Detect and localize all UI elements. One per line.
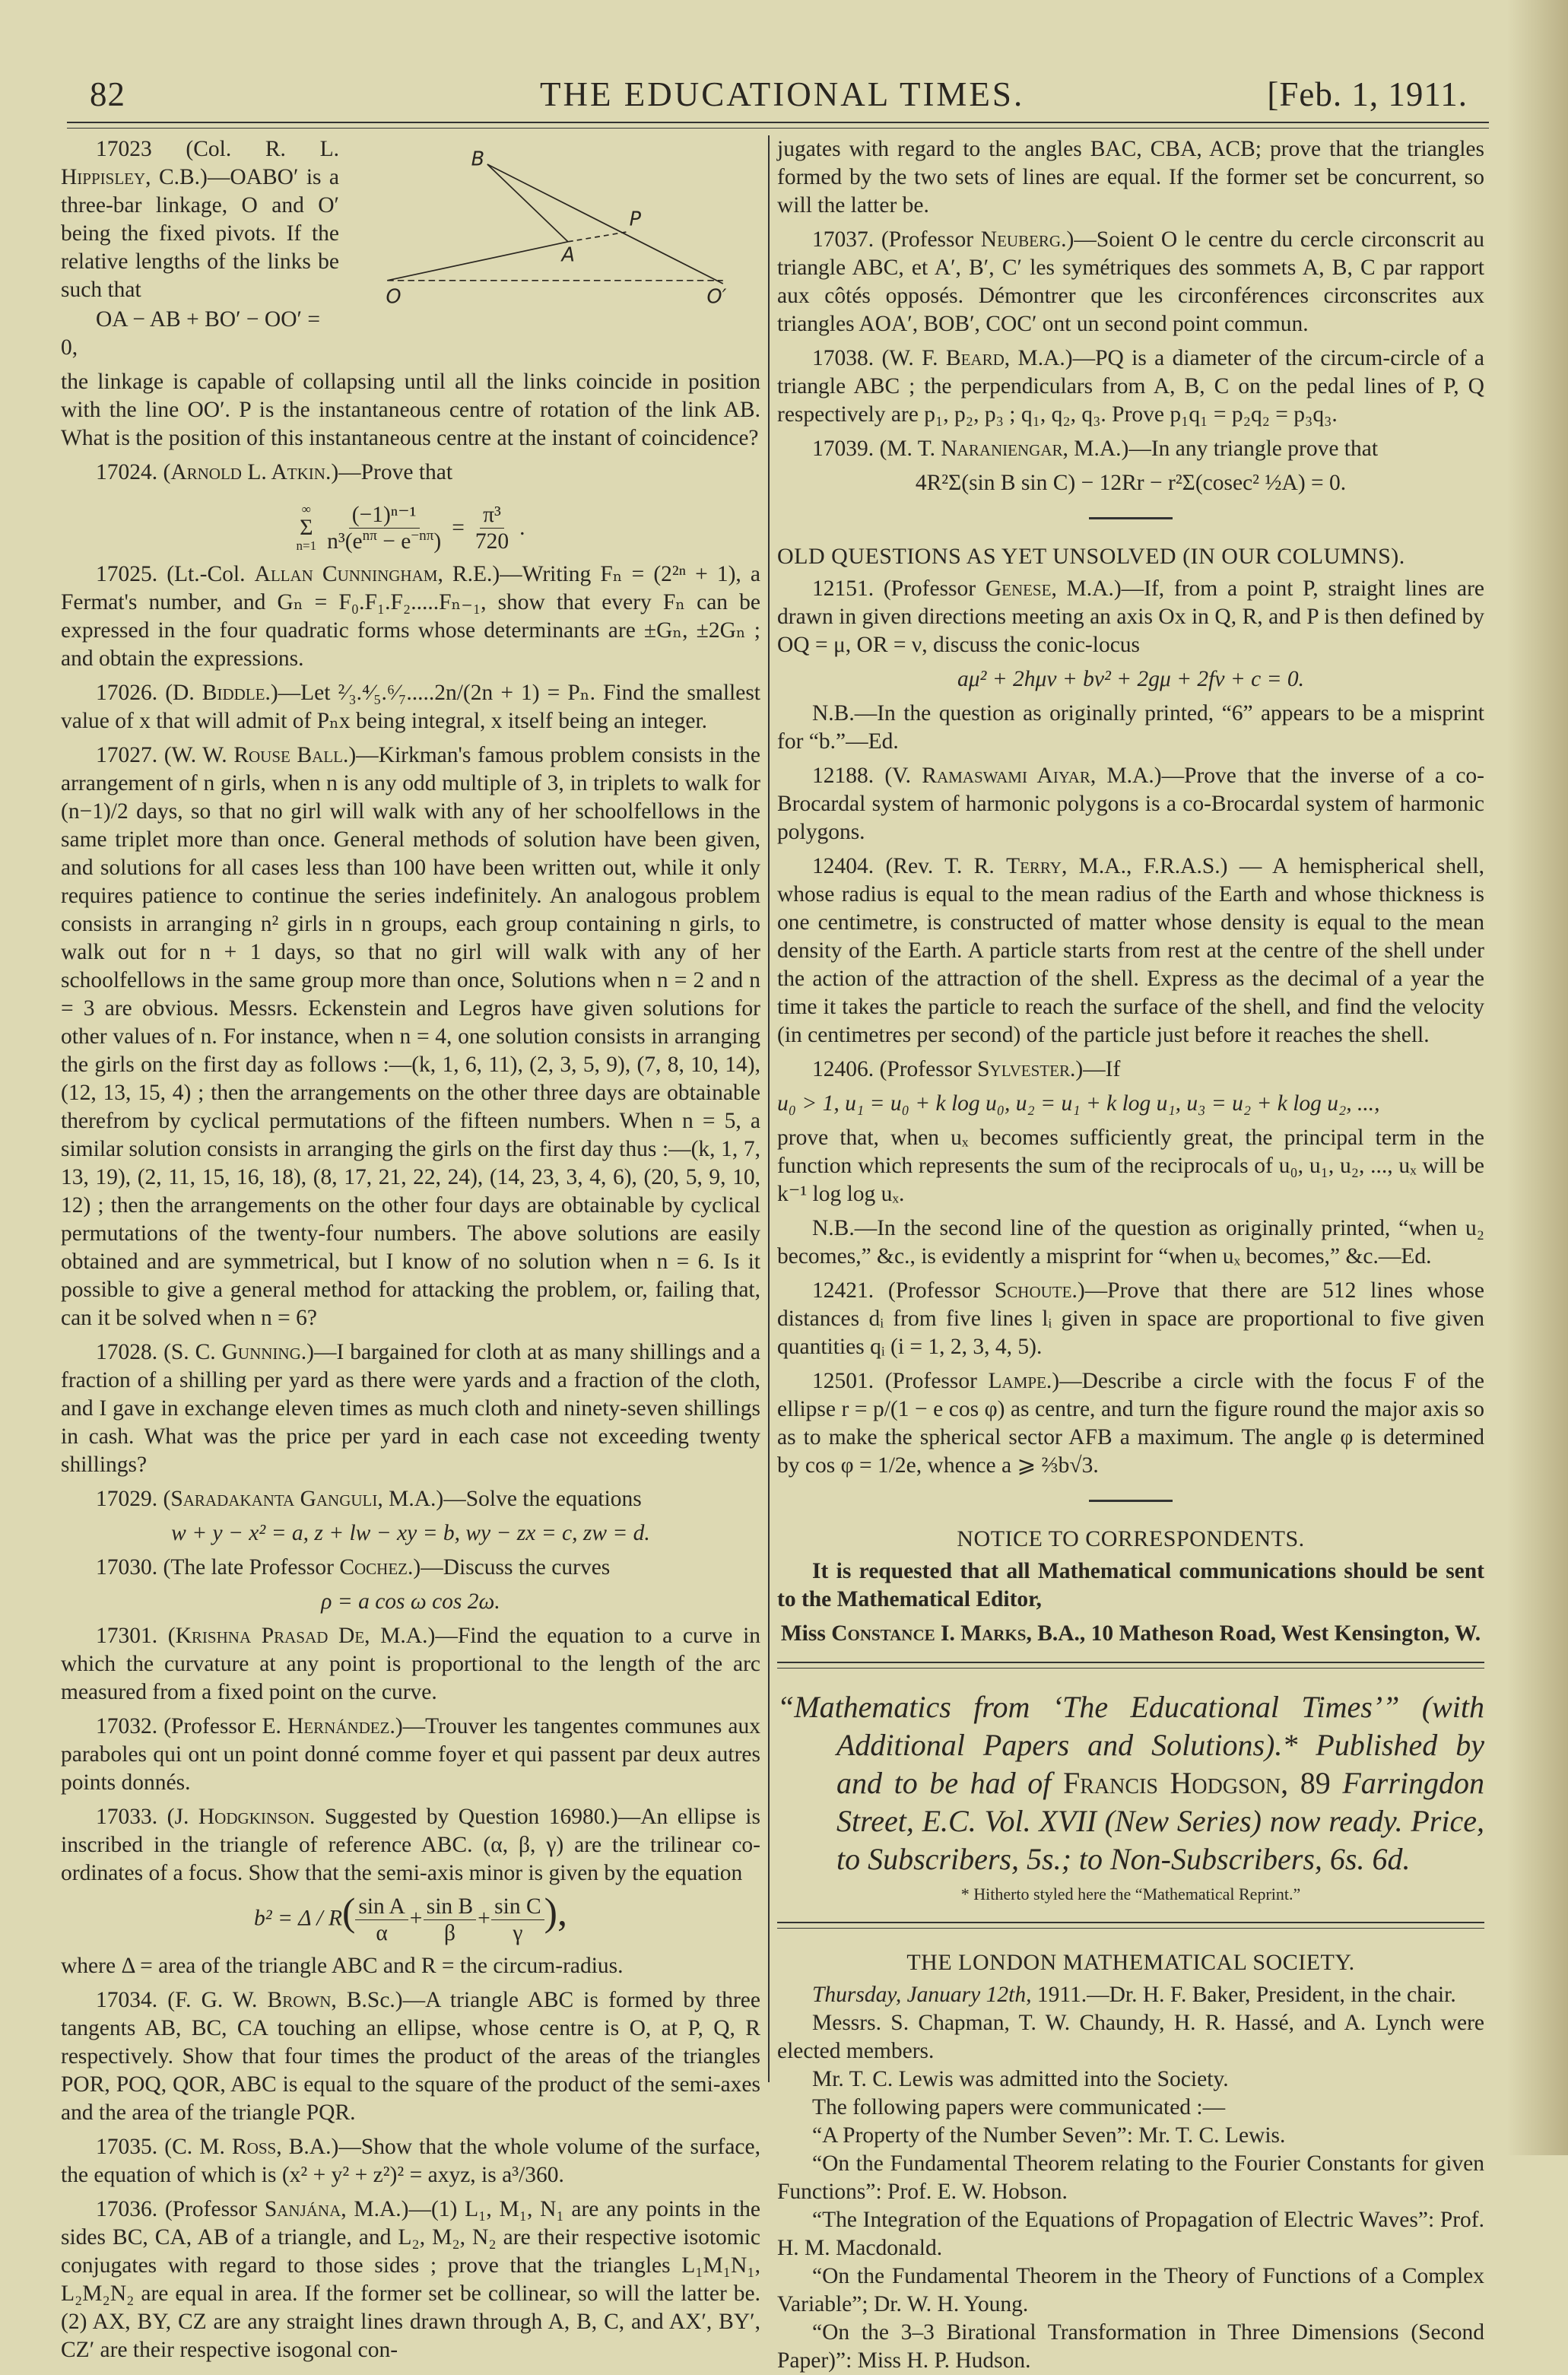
label-o: O	[386, 285, 402, 309]
issue-date: [Feb. 1, 1911.	[1267, 75, 1468, 113]
double-rule	[777, 1662, 1484, 1669]
question-number: 17025.	[96, 561, 158, 586]
period: .	[519, 515, 525, 540]
author-name: Lampe	[988, 1369, 1046, 1393]
author-suffix: .)	[389, 1713, 403, 1738]
continued-text: jugates with regard to the angles BAC, CBA, ACB; prove that the triangles formed by the two sets of lines are equal. If the former set be concurrent, so will the latter be.	[777, 137, 1484, 217]
author-prefix: (Professor	[157, 2196, 265, 2221]
question-paragraph	[61, 1713, 760, 1797]
question-paragraph	[777, 762, 1484, 846]
author-suffix: , M.A.)	[1051, 576, 1122, 601]
question-text: —I bargained for cloth at as many shillings and a fraction of a shilling per yard as there were yards and a fraction of the cloth, and I gave in exchange eleven times as much cloth and ninety-seven shillings in cash. What was the price per yard in each case not exceeding twenty shillings?	[61, 1339, 760, 1477]
question-paragraph	[61, 1986, 760, 2127]
label-p: P	[629, 208, 642, 231]
question-number: 17029.	[96, 1486, 158, 1511]
sum-upper: ∞	[301, 502, 311, 516]
author-name: Neuberg	[980, 227, 1062, 252]
society-paragraph: “On the Fundamental Theorem in the Theory of Functions of a Complex Variable”; Dr. W. H. Young.	[777, 2264, 1484, 2316]
question-number: 17034.	[96, 1987, 158, 2012]
denominator: α	[376, 1920, 388, 1945]
den-exp: nπ	[362, 527, 377, 544]
question-text-after: prove that, when uₓ becomes sufficiently great, the principal term in the function which represents the sum of the reciprocals of u₀, u₁, u₂, ..., uₓ will be k⁻¹ log log uₓ.	[777, 1126, 1484, 1206]
society-paragraph: The following papers were communicated :—	[812, 2095, 1226, 2119]
question-paragraph	[61, 1554, 760, 1582]
author-name: Rouse Ball	[233, 742, 343, 767]
author-prefix: (Professor E.	[157, 1713, 287, 1738]
plus: +	[476, 1905, 492, 1930]
question-paragraph	[61, 1803, 760, 1888]
link-oa	[387, 242, 568, 281]
label-b: B	[471, 148, 485, 171]
page-gutter-shadow	[1507, 0, 1568, 2155]
question-number: 17039.	[812, 437, 874, 461]
question-paragraph	[777, 1277, 1484, 1361]
question-text: —Prove that	[338, 460, 453, 484]
society-heading: THE LONDON MATHEMATICAL SOCIETY.	[906, 1950, 1355, 1975]
author-suffix: , B.A.)	[276, 2134, 339, 2159]
society-paragraph: “A Property of the Number Seven”: Mr. T. C. Lewis.	[812, 2123, 1286, 2148]
denominator: γ	[513, 1920, 523, 1945]
author-prefix: (C. M.	[157, 2134, 233, 2159]
fraction	[424, 1894, 476, 1946]
question-paragraph	[61, 560, 760, 673]
author-suffix: . Suggested by Question 16980.)	[309, 1804, 618, 1829]
author-name: Brown	[267, 1987, 332, 2012]
question-text: —Solve the equations	[443, 1486, 642, 1511]
question-text-after: where Δ = area of the triangle ABC and R = the circum-radius.	[61, 1953, 624, 1978]
author-name: Terry	[1006, 854, 1062, 878]
question-paragraph	[777, 853, 1484, 1049]
author-suffix: , B.Sc.)	[331, 1987, 403, 2012]
question-paragraph	[777, 345, 1484, 429]
question-text: —Soient O le centre du cercle circonscrit au triangle ABC, et A′, B′, C′ les symétriques des sommets A, B, C par rapport aux côtés opposés. Démontrer que les circonférences circonscrites aux triangles AOA′, BOB′, COC′ ont un second point commun.	[777, 227, 1484, 336]
author-suffix: , M.A.)	[377, 1486, 444, 1511]
question-number: 17038.	[812, 346, 874, 370]
question-number: 17036.	[96, 2196, 158, 2221]
numerator: sin C	[491, 1894, 544, 1920]
denominator: β	[443, 1920, 455, 1945]
question-number: 12501.	[812, 1369, 874, 1393]
question-paragraph	[61, 459, 760, 487]
question-text: —If, from a point P, straight lines are drawn in given directions meeting an axis Ox in Q, R, and P is then defined by OQ = μ, OR = ν, discuss the conic-locus	[777, 576, 1484, 657]
question-number: 12188.	[812, 764, 874, 788]
society-paragraph: Messrs. S. Chapman, T. W. Chaundy, H. R. Hassé, and A. Lynch were elected members.	[777, 2011, 1484, 2063]
page-header	[84, 75, 1468, 117]
addr-part: , B.A., 10 Matheson Road, West Kensington, W.	[1026, 1621, 1481, 1646]
question-text: —Prove that the inverse of a co-Brocardal system of harmonic polygons is a co-Brocardal system of harmonic polygons.	[777, 764, 1484, 844]
author-prefix: (V.	[874, 764, 922, 788]
author-suffix: .)	[325, 460, 339, 484]
addr-name: Marks	[960, 1621, 1027, 1646]
author-prefix: (W. W.	[157, 742, 234, 767]
question-text: —Describe a circle with the focus F of the ellipse r = p/(1 − e cos φ) as centre, and turn the figure round the major axis so as to make the spherical sector AFB a maximum. The angle φ is determined by cos φ = 1/2e, whence a ⩾ ⅔b√3.	[777, 1369, 1484, 1478]
numerator: sin B	[424, 1894, 476, 1920]
meeting-text: 1911.—Dr. H. F. Baker, President, in the chair.	[1031, 1983, 1456, 2007]
society-paragraph: “On the Fundamental Theorem relating to the Fourier Constants for given Functions”: Prof. E. W. Hobson.	[777, 2151, 1484, 2204]
question-text: —In any triangle prove that	[1128, 437, 1379, 461]
linkage-diagram	[350, 138, 760, 310]
advert-publisher: Francis Hodgson	[1063, 1766, 1281, 1800]
fraction	[355, 1894, 408, 1946]
link-bo-prime	[487, 164, 723, 284]
question-paragraph	[777, 575, 1484, 659]
question-number: 17301.	[96, 1623, 158, 1648]
rhs-fraction	[472, 502, 512, 554]
section-heading-old-questions: OLD QUESTIONS AS YET UNSOLVED (IN OUR COLUMNS).	[777, 544, 1405, 569]
question-text: —Discuss the curves	[421, 1554, 611, 1580]
den-part: − e	[376, 529, 411, 554]
numerator: (−1)ⁿ⁻¹	[349, 502, 420, 529]
society-paragraph: Mr. T. C. Lewis was admitted into the Society.	[812, 2067, 1229, 2091]
double-rule	[777, 1922, 1484, 1929]
sum-lower: n=1	[296, 538, 317, 553]
page-number: 82	[90, 75, 125, 113]
sum-formula	[61, 493, 760, 554]
label-a: A	[561, 243, 575, 267]
author-prefix: (Professor	[874, 1369, 989, 1393]
den-exp: −nπ	[411, 527, 434, 544]
paren-open: (	[342, 1890, 356, 1934]
addr-part: Miss	[780, 1621, 832, 1646]
author-prefix: (	[157, 1623, 176, 1648]
fraction	[491, 1894, 544, 1946]
author-suffix: .)	[1071, 1278, 1085, 1303]
author-prefix: (The late Professor	[157, 1554, 340, 1580]
question-text: —Trouver les tangentes communes aux paraboles qui ont un point donné comme foyer et qui passent par deux autres points donnés.	[61, 1713, 760, 1795]
author-name: Sanjána	[264, 2196, 341, 2221]
author-name: Sylvester	[977, 1057, 1070, 1081]
header-rule-thin	[67, 128, 1489, 129]
numerator: sin A	[355, 1894, 408, 1920]
question-paragraph	[61, 741, 760, 1332]
author-name: Biddle	[202, 680, 265, 705]
author-suffix: .)	[300, 1339, 314, 1364]
question-number: 17023	[96, 137, 152, 161]
author-prefix: (Professor	[874, 1057, 978, 1081]
author-suffix: , C.B.)	[145, 165, 208, 189]
author-suffix: .)	[342, 742, 357, 767]
author-suffix: .)	[265, 680, 278, 705]
author-suffix: , M.A.)	[1090, 764, 1162, 788]
formula: OA − AB + BO′ − OO′ = 0,	[61, 307, 320, 360]
question-paragraph	[61, 2133, 760, 2189]
den-part: n³(e	[327, 529, 363, 554]
author-name: Saradakanta Ganguli	[170, 1486, 378, 1511]
question-paragraph	[777, 226, 1484, 338]
author-name: Hernández	[287, 1713, 390, 1738]
paren-close: ),	[544, 1890, 567, 1934]
advert-italic: “Mathematics from ‘The Educational Times’” (with Additional Papers and Solutions).* Published by and to be had of	[777, 1690, 1484, 1800]
question-paragraph	[61, 1338, 760, 1479]
lhs: b² = Δ / R	[254, 1905, 343, 1930]
question-number: 17026.	[96, 680, 158, 705]
addr-name: Constance	[831, 1621, 935, 1646]
formula: u₀ > 1, u₁ = u₀ + k log u₀, u₂ = u₁ + k log u₁, u₃ = u₂ + k log u₂, ...,	[777, 1091, 1380, 1116]
question-text: — A hemispherical shell, whose radius is equal to the mean radius of the Earth and whose thickness is one centimetre, is constructed of matter whose density is equal to the mean density of the Earth. A particle starts from rest at the centre of the shell under the action of the attraction of the shell. Express as the decimal of a year the time it takes the particle to reach the surface of the shell, and find the velocity (in centimetres per second) of the particle just before it reaches the shell.	[777, 854, 1484, 1047]
question-text: —A triangle ABC is formed by three tangents AB, BC, CA touching an ellipse, whose centre is O, at P, Q, R respectively. Show that four times the product of the areas of the triangles POR, POQ, QOR, ABC is equal to the square of the product of the semi-axes and the area of the triangle PQR.	[61, 1987, 760, 2125]
question-text: —If	[1083, 1057, 1121, 1081]
author-suffix: , M.A., F.R.A.S.)	[1061, 854, 1228, 878]
question-paragraph	[61, 135, 760, 452]
question-paragraph	[61, 1622, 760, 1707]
label-o-prime: O′	[706, 285, 727, 309]
author-prefix: (J.	[157, 1804, 198, 1829]
formula: 4R²Σ(sin B sin C) − 12Rr − r²Σ(cosec² ½A) = 0.	[915, 471, 1347, 495]
question-number: 17027.	[96, 742, 158, 767]
advertisement	[777, 1688, 1484, 1878]
question-paragraph	[61, 1485, 760, 1513]
column-divider	[768, 135, 770, 2082]
question-text: —Prove that there are 512 lines whose distances dᵢ from five lines lᵢ given in space are proportional to five given quantities qᵢ (i = 1, 2, 3, 4, 5).	[777, 1278, 1484, 1359]
question-number: 17028.	[96, 1339, 158, 1364]
author-prefix: (Professor	[874, 1278, 995, 1303]
fraction	[324, 502, 444, 554]
author-name: Schoute	[994, 1278, 1072, 1303]
author-suffix: .)	[1069, 1057, 1084, 1081]
question-text: —An ellipse is inscribed in the triangle of reference ABC. (α, β, γ) are the trilinear co-ordinates of a focus. Show that the semi-axis minor is given by the equation	[61, 1804, 760, 1885]
section-rule	[1089, 1500, 1173, 1502]
left-column	[61, 135, 760, 2370]
sigma: Σ	[300, 515, 313, 540]
society-paragraph: “The Integration of the Equations of Propagation of Electric Waves”: Prof. H. M. Macdonald.	[777, 2208, 1484, 2260]
notice-heading: NOTICE TO CORRESPONDENTS.	[957, 1526, 1305, 1551]
advert-italic: Farringdon Street, E.C. Vol. XVII (New Series) now ready. Price, to Subscribers, 5s.; to Non-Subscribers, 6s. 6d.	[836, 1766, 1485, 1876]
formula: w + y − x² = a, z + lw − xy = b, wy − zx = c, zw = d.	[171, 1520, 650, 1545]
question-number: 17032.	[96, 1713, 158, 1738]
rhs-numerator: π³	[480, 502, 504, 529]
link-ab	[487, 164, 568, 242]
question-text: —OABO′ is a three-bar linkage, O and O′ being the fixed pivots. If the relative lengths of the links be such that	[61, 165, 339, 302]
author-prefix: (W. F.	[874, 346, 946, 370]
question-text: —Let ²⁄₃.⁴⁄₅.⁶⁄₇.....2n/(2n + 1) = Pₙ. Find the smallest value of x that will admit of Pₙx being integral, x itself being an integer.	[61, 680, 760, 733]
author-name: Hippisley	[61, 165, 146, 189]
denominator	[324, 529, 444, 554]
question-number: 12406.	[812, 1057, 874, 1081]
editor-note: N.B.—In the question as originally printed, “6” appears to be a misprint for “b.”—Ed.	[777, 701, 1484, 754]
author-name: Arnold L. Atkin	[170, 460, 325, 484]
question-text: —(1) L₁, M₁, N₁ are any points in the sides BC, CA, AB of a triangle, and L₂, M₂, N₂ are their respective isotomic conjugates with regard to those sides ; prove that the triangles L₁M₁N₁, L₂M₂N₂ are equal in area. If the former set be collinear, so will the latter be. (2) AX, BY, CZ are any straight lines drawn through A, B, C, and AX′, BY′, CZ′ are their respective isogonal con-	[61, 2196, 760, 2362]
author-suffix: , M.A.)	[341, 2196, 409, 2221]
advert-roman: , 89	[1281, 1766, 1343, 1800]
author-name: Hodgkinson	[198, 1804, 309, 1829]
question-paragraph	[777, 1367, 1484, 1480]
editor-note: N.B.—In the second line of the question as originally printed, “when u₂ becomes,” &c., is evidently a misprint for “when uₓ becomes,” &c.—Ed.	[777, 1216, 1484, 1268]
question-text: —PQ is a diameter of the circum-circle of a triangle ABC ; the perpendiculars from A, B, C on the pedal lines of P, Q respectively are p₁, p₂, p₃ ; q₁, q₂, q₃. Prove p₁q₁ = p₂q₂ = p₃q₃.	[777, 346, 1484, 427]
author-name: Allan Cunningham	[254, 561, 438, 586]
question-paragraph	[61, 679, 760, 735]
question-paragraph	[777, 1056, 1484, 1084]
author-name: Krishna Prasad De	[175, 1623, 365, 1648]
author-prefix: (Professor	[874, 227, 981, 252]
question-text: —Find the equation to a curve in which the curvature at any point is proportional to the length of the arc measured from a fixed point on the curve.	[61, 1623, 761, 1704]
author-prefix: (Lt.-Col.	[157, 561, 255, 586]
instantaneous-line	[568, 232, 626, 242]
plus: +	[408, 1905, 424, 1930]
question-number: 12404.	[812, 854, 874, 878]
author-suffix: .)	[1046, 1369, 1060, 1393]
author-prefix: (M. T.	[874, 437, 941, 461]
author-prefix: (F. G. W.	[157, 1987, 268, 2012]
question-text: —Show that the whole volume of the surface, the equation of which is (x² + y² + z²)² = axyz, is a³/360.	[61, 2134, 760, 2187]
masthead-title: THE EDUCATIONAL TIMES.	[540, 75, 1025, 113]
semi-axis-formula	[61, 1890, 760, 1946]
author-suffix: , M.A.)	[1062, 437, 1129, 461]
author-prefix: (D.	[157, 680, 202, 705]
question-number: 12421.	[812, 1278, 874, 1303]
author-prefix: (	[157, 1486, 171, 1511]
question-text: —Writing Fₙ = (2²ⁿ + 1), a Fermat's number, and Gₙ = F₀.F₁.F₂.....Fₙ₋₁, show that every Fₙ can be expressed in the four quadratic forms whose determinants are ±Gₙ, ±2Gₙ ; and obtain the expressions.	[61, 561, 760, 671]
notice-text: It is requested that all Mathematical communications should be sent to the Mathematical Editor,	[777, 1559, 1484, 1611]
section-rule	[1089, 517, 1173, 519]
question-number: 17033.	[96, 1804, 158, 1829]
question-number: 17035.	[96, 2134, 158, 2159]
question-paragraph	[777, 435, 1484, 463]
author-name: Naraniengar	[941, 437, 1063, 461]
author-name: Cochez	[339, 1554, 408, 1580]
author-prefix: (Rev. T. R.	[874, 854, 1007, 878]
question-number: 17037.	[812, 227, 874, 252]
author-suffix: .)	[408, 1554, 421, 1580]
question-text-after: the linkage is capable of collapsing until all the links coincide in position with the line OO′. P is the instantaneous centre of rotation of the link AB. What is the position of this instantaneous centre at the instant of coincidence?	[61, 370, 760, 450]
question-number: 17024.	[96, 460, 158, 484]
author-name: Genese	[985, 576, 1052, 601]
question-number: 17030.	[96, 1554, 158, 1580]
editor-address	[777, 1620, 1484, 1648]
question-text: —Kirkman's famous problem consists in the arrangement of n girls, when n is any odd multiple of 3, in triplets to walk for (n−1)/2 days, so that no girl will walk with any of her schoolfellows in the same triplet more than once. General methods of solution have been given, and solutions for all cases less than 100 have been written out, while it only requires patience to continue the series indefinitely. An analogous problem consists in arranging n² girls in n groups, each group containing n girls, to walk out for n + 1 days, so that no girl will walk with any of her schoolfellows in the same group more than once, Solutions when n = 2 and n = 3 are obvious. Messrs. Eckenstein and Legros have given solutions for other values of n. For instance, when n = 4, one solution consists in arranging the girls on the first day as follows :—(k, 1, 6, 11), (2, 3, 5, 9), (7, 8, 10, 14), (12, 13, 15, 4) ; then the arrangements on the other three days are obtainable therefrom by cyclical permutations of the fifteen numbers. When n = 5, a similar solution consists in arranging the girls on the first day thus :—(k, 1, 7, 13, 19), (2, 11, 15, 16, 18), (8, 17, 21, 22, 24), (14, 23, 3, 4, 6), (20, 5, 9, 10, 12) ; then the arrangements on the other four days are obtainable by cyclical permutations of the twenty-four numbers. The above solutions are easily obtained and are symmetrical, but I know of no solution when n = 6. Is it possible to give a general method for attacking the problem, or, failing that, can it be solved when n = 6?	[61, 742, 760, 1330]
author-suffix: , M.A.)	[1004, 346, 1073, 370]
meeting-date: Thursday, January 12th,	[812, 1983, 1032, 2007]
formula: ρ = a cos ω cos 2ω.	[321, 1589, 500, 1614]
author-prefix: (S. C.	[157, 1339, 222, 1364]
author-name: Beard	[945, 346, 1005, 370]
right-column	[777, 135, 1484, 2375]
author-prefix: (	[157, 460, 171, 484]
author-prefix: (Professor	[874, 576, 986, 601]
author-name: Ross	[232, 2134, 277, 2159]
society-paragraph: “On the 3–3 Birational Transformation in Three Dimensions (Second Paper)”: Miss H. P. Hudson.	[777, 2320, 1484, 2373]
header-rule	[67, 122, 1489, 123]
author-prefix: (Col. R. L.	[151, 137, 339, 161]
author-suffix: , R.E.)	[437, 561, 500, 586]
author-name: Gunning	[221, 1339, 301, 1364]
question-number: 12151.	[812, 576, 874, 601]
formula: aμ² + 2hμν + bν² + 2gμ + 2fν + c = 0.	[957, 667, 1304, 691]
den-part: )	[433, 529, 442, 554]
author-suffix: .)	[1061, 227, 1074, 252]
author-suffix: , M.A.)	[364, 1623, 436, 1648]
advert-footnote: * Hitherto styled here the “Mathematical Reprint.”	[960, 1884, 1301, 1903]
summation	[297, 503, 317, 553]
author-name: Ramaswami Aiyar	[922, 764, 1090, 788]
rhs-denominator: 720	[475, 529, 509, 554]
addr-part: I.	[935, 1621, 961, 1646]
equals: =	[452, 515, 465, 540]
society-meeting-date	[777, 1981, 1484, 2009]
question-paragraph	[61, 2196, 760, 2364]
sum-expression	[297, 502, 525, 554]
